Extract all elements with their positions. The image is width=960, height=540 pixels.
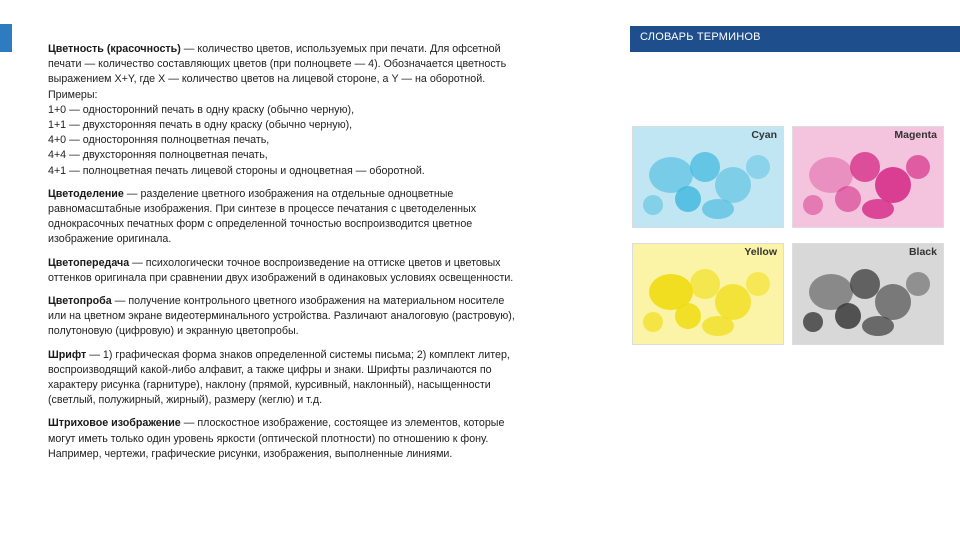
magenta-separation-image (792, 126, 944, 228)
entry-line: — 1) графическая форма знаков определенной системы письма; 2) комплект литер, (86, 348, 510, 361)
entry-line: 4+0 — односторонняя полноцветная печать, (48, 134, 270, 147)
black-separation-image (792, 243, 944, 345)
fruit-illustration (633, 244, 783, 344)
entry-line: (светлый, полужирный, жирный), размеру (кеглю) и т.д. (48, 394, 323, 407)
entry-line: печати — количество составляющих цветов (при полноцвете — 4). Обозначается цветность (48, 58, 507, 71)
yellow-separation-image (632, 243, 784, 345)
entry-line: равномасштабные изображения. При синтезе в процессе печатания с цветоделенных (48, 203, 477, 216)
term-color-separation: Цветоделение (48, 187, 124, 200)
entry-line: — получение контрольного цветного изображения на материальном носителе (111, 295, 505, 308)
entry-line: изображение оригинала. (48, 233, 172, 246)
entry-line: 4+4 — двухсторонняя полноцветная печать, (48, 149, 268, 162)
term-chromaticity: Цветность (красочность) (48, 43, 181, 55)
entry-line: или на цветном экране видеотерминального устройства. Различают аналоговую (растровую), (48, 310, 515, 323)
glossary-entry-chromaticity (48, 42, 618, 179)
glossary-entry-color-rendering (48, 256, 618, 286)
entry-line: однокрасочных печатных форм с определенной точностью воспроизводится цветное (48, 218, 473, 231)
entry-line: Примеры: (48, 88, 98, 101)
entry-line: 4+1 — полноцветная печать лицевой стороны и одноцветная — оборотной. (48, 164, 425, 177)
yellow-label: Yellow (744, 246, 777, 258)
entry-line: характеру рисунка (гарнитуре), наклону (прямой, курсивный, наклонный), насыщенности (48, 379, 491, 392)
cyan-label: Cyan (751, 129, 777, 141)
term-font: Шрифт (48, 348, 87, 361)
entry-line: 1+1 — двухсторонняя печать в одну краску (обычно черную), (48, 119, 353, 132)
entry-line: — психологически точное воспроизведение на оттиске цветов и цветовых (129, 256, 501, 269)
page-title: СЛОВАРЬ ТЕРМИНОВ (640, 31, 761, 43)
entry-line: — плоскостное изображение, состоящее из элементов, которые (180, 417, 505, 430)
entry-line: 1+0 — односторонний печать в одну краску (обычно черную), (48, 103, 355, 116)
glossary-entry-font (48, 348, 618, 409)
glossary-entry-color-proof (48, 294, 618, 340)
glossary-entry-color-separation (48, 187, 618, 248)
entry-line: могут иметь только один уровень яркости (оптической плотности) по отношению к фону. (48, 432, 489, 445)
glossary-entry-line-art (48, 416, 618, 462)
fruit-illustration (633, 127, 783, 227)
cyan-separation-image (632, 126, 784, 228)
entry-line: выражением X+Y, где X — количество цветов на лицевой стороне, а Y — на оборотной. (48, 73, 486, 86)
black-label: Black (908, 246, 937, 258)
entry-line: — количество цветов, используемых при печати. Для офсетной (180, 43, 501, 55)
entry-line: полутоновую (цифровую) и экранную цветопробы. (48, 325, 299, 338)
entry-line: оттенков оригинала при сравнении двух изображений в одинаковых условиях освещенности. (48, 271, 514, 284)
entry-line: Например, чертежи, графические рисунки, изображения, выполненные линиями. (48, 447, 453, 460)
glossary-content (48, 42, 618, 470)
fruit-illustration (793, 127, 943, 227)
term-line-art: Штриховое изображение (48, 417, 181, 430)
fruit-illustration (793, 244, 943, 344)
entry-line: воспроизводящий какой-либо алфавит, а также цифры и знаки. Шрифты различаются по (48, 363, 492, 376)
left-accent-bar (0, 24, 12, 52)
term-color-proof: Цветопроба (48, 295, 112, 308)
magenta-label: Magenta (894, 129, 937, 141)
entry-line: — разделение цветного изображения на отдельные одноцветные (123, 187, 454, 200)
term-color-rendering: Цветопередача (48, 256, 130, 269)
title-banner (630, 26, 960, 52)
